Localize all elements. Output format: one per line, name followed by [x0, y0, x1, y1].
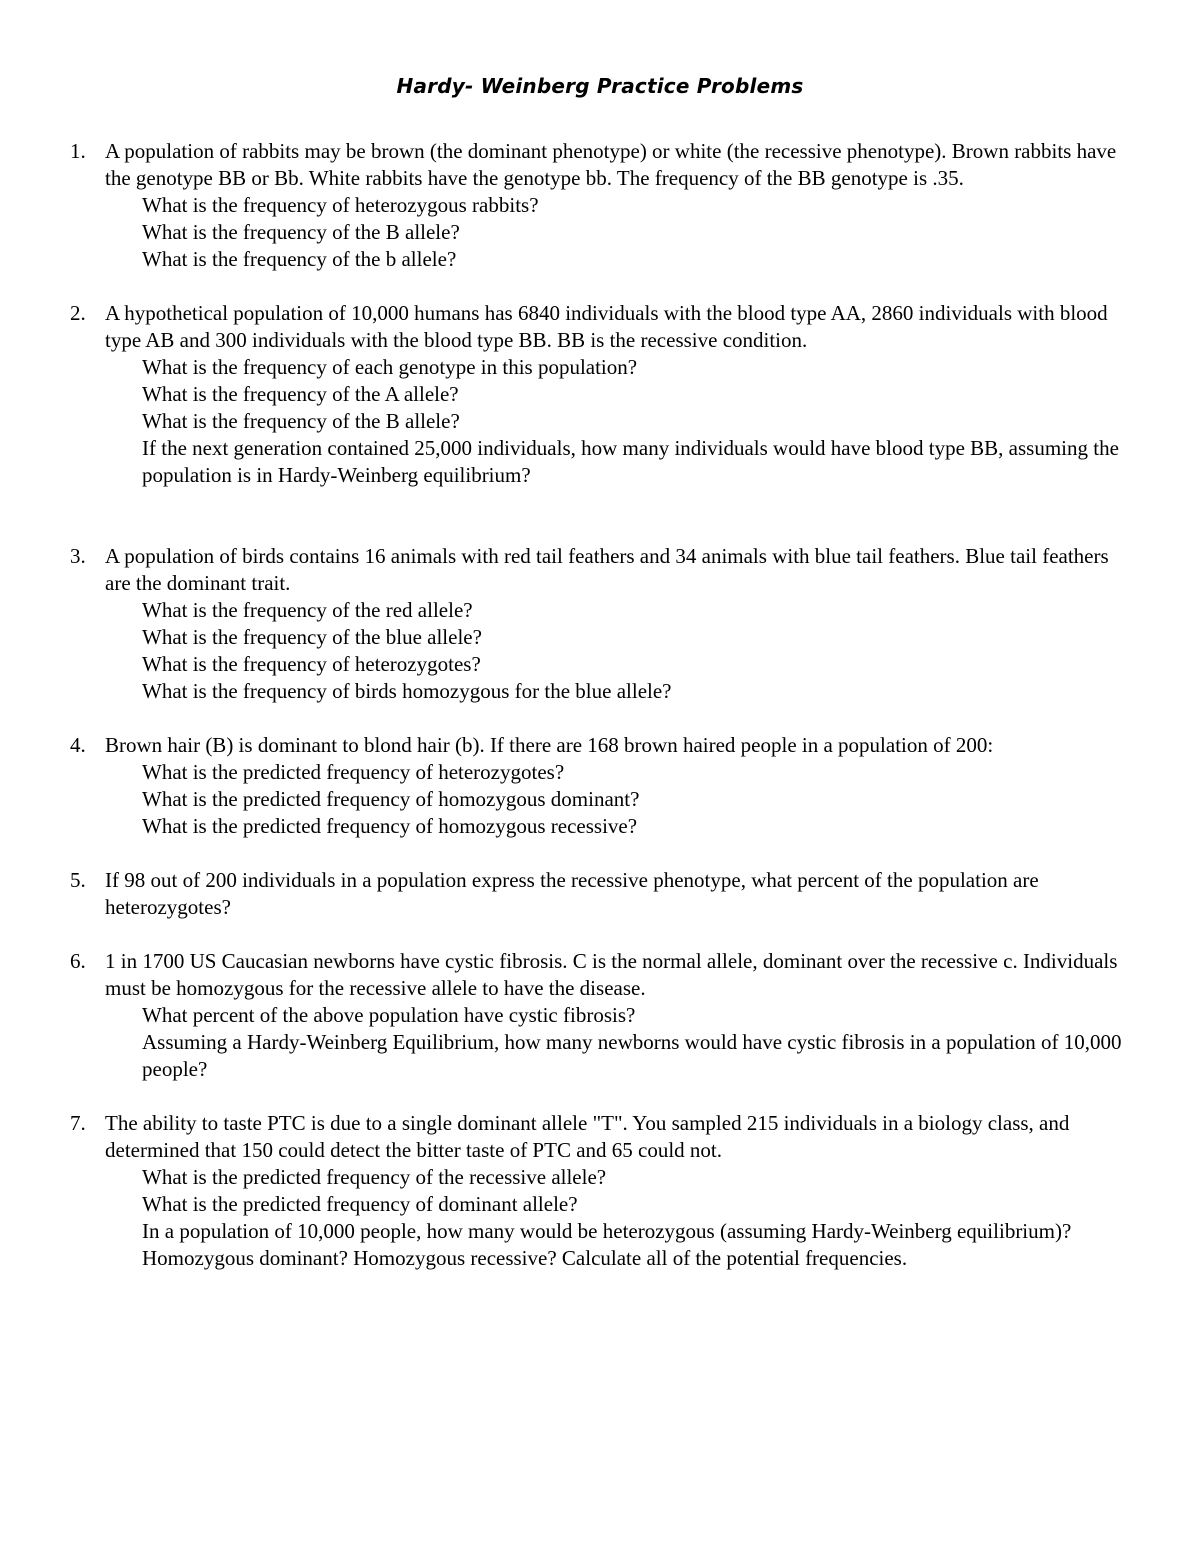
- problem-question: What is the frequency of the A allele?: [142, 382, 459, 406]
- problem-stem: A hypothetical population of 10,000 humans has 6840 individuals with the blood type AA, 2860 individuals with blood type AB and 300 individuals with the blood type BB. BB is the recessive condition.: [105, 301, 1108, 352]
- problem-6: [0, 948, 1200, 1083]
- problem-3: [0, 543, 1200, 705]
- problem-7: [0, 1110, 1200, 1272]
- problem-question: What is the predicted frequency of heterozygotes?: [142, 760, 565, 784]
- problem-number: 5.: [70, 868, 86, 892]
- problem-stem: The ability to taste PTC is due to a single dominant allele "T". You sampled 215 individuals in a biology class, and determined that 150 could detect the bitter taste of PTC and 65 could not.: [105, 1111, 1070, 1162]
- problem-question: What is the frequency of heterozygous rabbits?: [142, 193, 539, 217]
- problem-stem: A population of rabbits may be brown (the dominant phenotype) or white (the recessive phenotype). Brown rabbits have the genotype BB or Bb. White rabbits have the genotype bb. The frequency of the BB genotype is .35.: [105, 139, 1117, 190]
- problem-number: 6.: [70, 949, 86, 973]
- problem-question: What is the predicted frequency of the recessive allele?: [142, 1165, 607, 1189]
- problem-list: [0, 138, 1200, 1299]
- problem-question: What is the frequency of the B allele?: [142, 409, 460, 433]
- problem-stem: A population of birds contains 16 animals with red tail feathers and 34 animals with blue tail feathers. Blue tail feathers are the dominant trait.: [105, 544, 1109, 595]
- problem-number: 2.: [70, 301, 86, 325]
- problem-number: 4.: [70, 733, 86, 757]
- problem-question: What is the predicted frequency of homozygous dominant?: [142, 787, 640, 811]
- problem-question: What is the frequency of the b allele?: [142, 247, 457, 271]
- problem-question: What is the frequency of the B allele?: [142, 220, 460, 244]
- problem-question: What is the frequency of heterozygotes?: [142, 652, 481, 676]
- problem-5: [0, 867, 1200, 921]
- problem-question: What is the frequency of each genotype in this population?: [142, 355, 638, 379]
- problem-stem: 1 in 1700 US Caucasian newborns have cystic fibrosis. C is the normal allele, dominant over the recessive c. Individuals must be homozygous for the recessive allele to have the disease.: [105, 949, 1118, 1000]
- problem-number: 1.: [70, 139, 86, 163]
- problem-question: Assuming a Hardy-Weinberg Equilibrium, how many newborns would have cystic fibrosis in a population of 10,000 people?: [142, 1030, 1122, 1081]
- problem-stem: If 98 out of 200 individuals in a population express the recessive phenotype, what percent of the population are heterozygotes?: [105, 868, 1039, 919]
- problem-question: What is the predicted frequency of dominant allele?: [142, 1192, 578, 1216]
- page-title: Hardy- Weinberg Practice Problems: [396, 74, 804, 98]
- problem-question: If the next generation contained 25,000 individuals, how many individuals would have blood type BB, assuming the population is in Hardy-Weinberg equilibrium?: [142, 436, 1119, 487]
- problem-question: What is the predicted frequency of homozygous recessive?: [142, 814, 638, 838]
- problem-2: [0, 300, 1200, 489]
- problem-question: What percent of the above population have cystic fibrosis?: [142, 1003, 636, 1027]
- problem-question: What is the frequency of the blue allele?: [142, 625, 482, 649]
- problem-question: In a population of 10,000 people, how many would be heterozygous (assuming Hardy-Weinberg equilibrium)? Homozygous dominant? Homozygous recessive? Calculate all of the potential frequencies.: [142, 1219, 1072, 1270]
- problem-question: What is the frequency of birds homozygous for the blue allele?: [142, 679, 672, 703]
- problem-number: 3.: [70, 544, 86, 568]
- problem-number: 7.: [70, 1111, 86, 1135]
- problem-question: What is the frequency of the red allele?: [142, 598, 473, 622]
- problem-1: [0, 138, 1200, 273]
- problem-stem: Brown hair (B) is dominant to blond hair (b). If there are 168 brown haired people in a population of 200:: [105, 733, 994, 757]
- problem-4: [0, 732, 1200, 840]
